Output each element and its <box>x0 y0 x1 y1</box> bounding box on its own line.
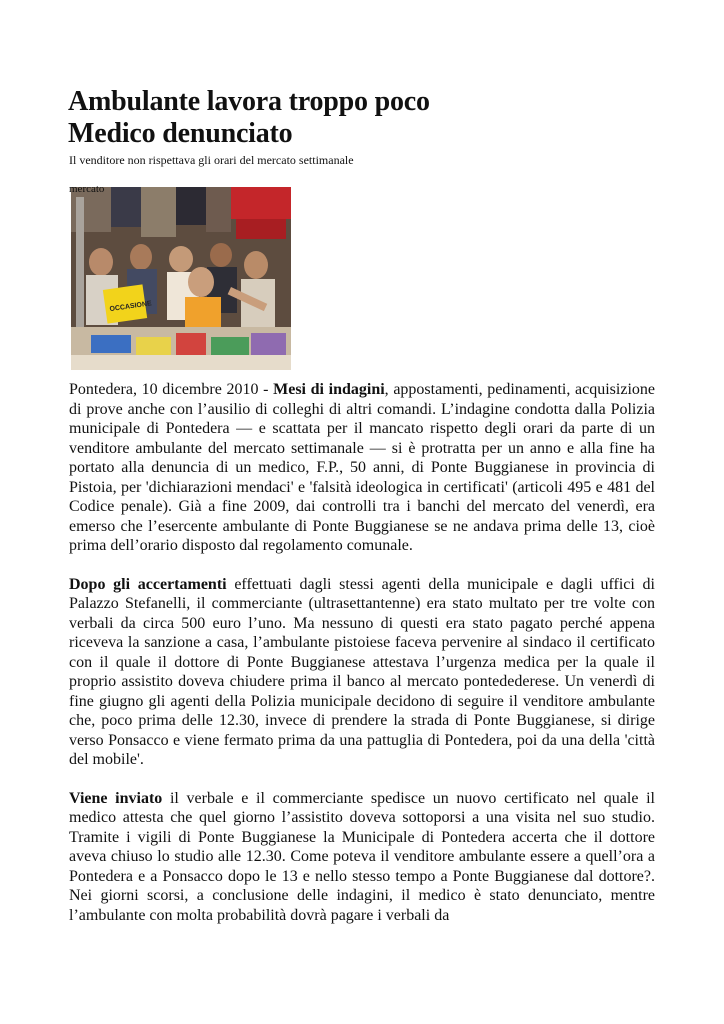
photo-caption: mercato <box>69 183 105 195</box>
paragraph-3-text: il verbale e il commerciante spedisce un nuovo certificato nel quale il medico attesta che quel giorno l’assistito doveva sottoporsi a una visita nel suo studio. Tramite i vigili di Ponte Buggianese la Municipale di Pontedera accerta che il dottore aveva chiuso lo studio alle 12.30. Come poteva il venditore ambulante essere a quell’ora a Pontedera e a Ponsacco dopo le 13 e nello stesso tempo a Ponte Buggianese dal dottore?. Nei giorni scorsi, a conclusione delle indagini, il medico è stato denunciato, mentre l’ambulante con molta probabilità dovrà pagare i verbali da <box>69 789 655 924</box>
paragraph-2-lead: Dopo gli accertamenti <box>69 575 227 593</box>
article-title <box>68 86 668 150</box>
paragraph-3-lead: Viene inviato <box>69 789 163 807</box>
paragraph-2 <box>69 575 655 770</box>
title-line-1: Ambulante lavora troppo poco <box>68 86 430 117</box>
market-photo <box>71 187 291 370</box>
article-subtitle: Il venditore non rispettava gli orari del mercato settimanale <box>69 153 354 167</box>
paragraph-3 <box>69 789 655 926</box>
paragraph-1 <box>69 380 655 556</box>
paragraph-2-text: effettuati dagli stessi agenti della municipale e dagli uffici di Palazzo Stefanelli, il commerciante (ultrasettantenne) era stato multato per tre volte con verbali da circa 500 euro l’uno. Ma nessuno di questi era stato pagato perché appena riceveva la sanzione a casa, l’ambulante pistoiese faceva pervenire al sindaco il certificato con il quale il dottore di Ponte Buggianese attestava l’urgenza medica per la quale il proprio assistito doveva chiudere prima il banco al mercato pontedederese. Un venerdì di fine giugno gli agenti della Polizia municipale decidono di seguire il venditore ambulante che, poco prima delle 12.30, invece di prendere la strada di Ponte Buggianese, si dirige verso Ponsacco e viene fermato prima da una pattuglia di Pontedera, poi da una della 'città del mobile'. <box>69 575 655 768</box>
title-line-2: Medico denunciato <box>68 118 293 149</box>
photo-sign-text: OCCASIONE <box>109 300 153 314</box>
article-body <box>69 380 655 944</box>
paragraph-1-lead: Mesi di indagini <box>273 381 385 398</box>
paragraph-1-text: , appostamenti, pedinamenti, acquisizione di prove anche con l’ausilio di colleghi di altri comandi. L’indagine condotta dalla Polizia municipale di Pontedera — e scattata per il mancato rispetto degli orari da parte di un venditore ambulante del mercato settimanale — si è protratta per un anno e alla fine ha portato alla denuncia di un medico, F.P., 50 anni, di Ponte Buggianese in provincia di Pistoia, per 'dichiarazioni mendaci' e 'falsità ideologica in certificati' (articoli 495 e 481 del Codice penale). Già a fine 2009, dai controlli tra i banchi del mercato del venerdì, era emerso che l’esercente ambulante di Ponte Buggianese se ne andava prima delle 13, cioè prima dell’orario disposto dal regolamento comunale. <box>69 381 656 554</box>
paragraph-1-dateline: Pontedera, 10 dicembre 2010 - <box>69 381 274 398</box>
